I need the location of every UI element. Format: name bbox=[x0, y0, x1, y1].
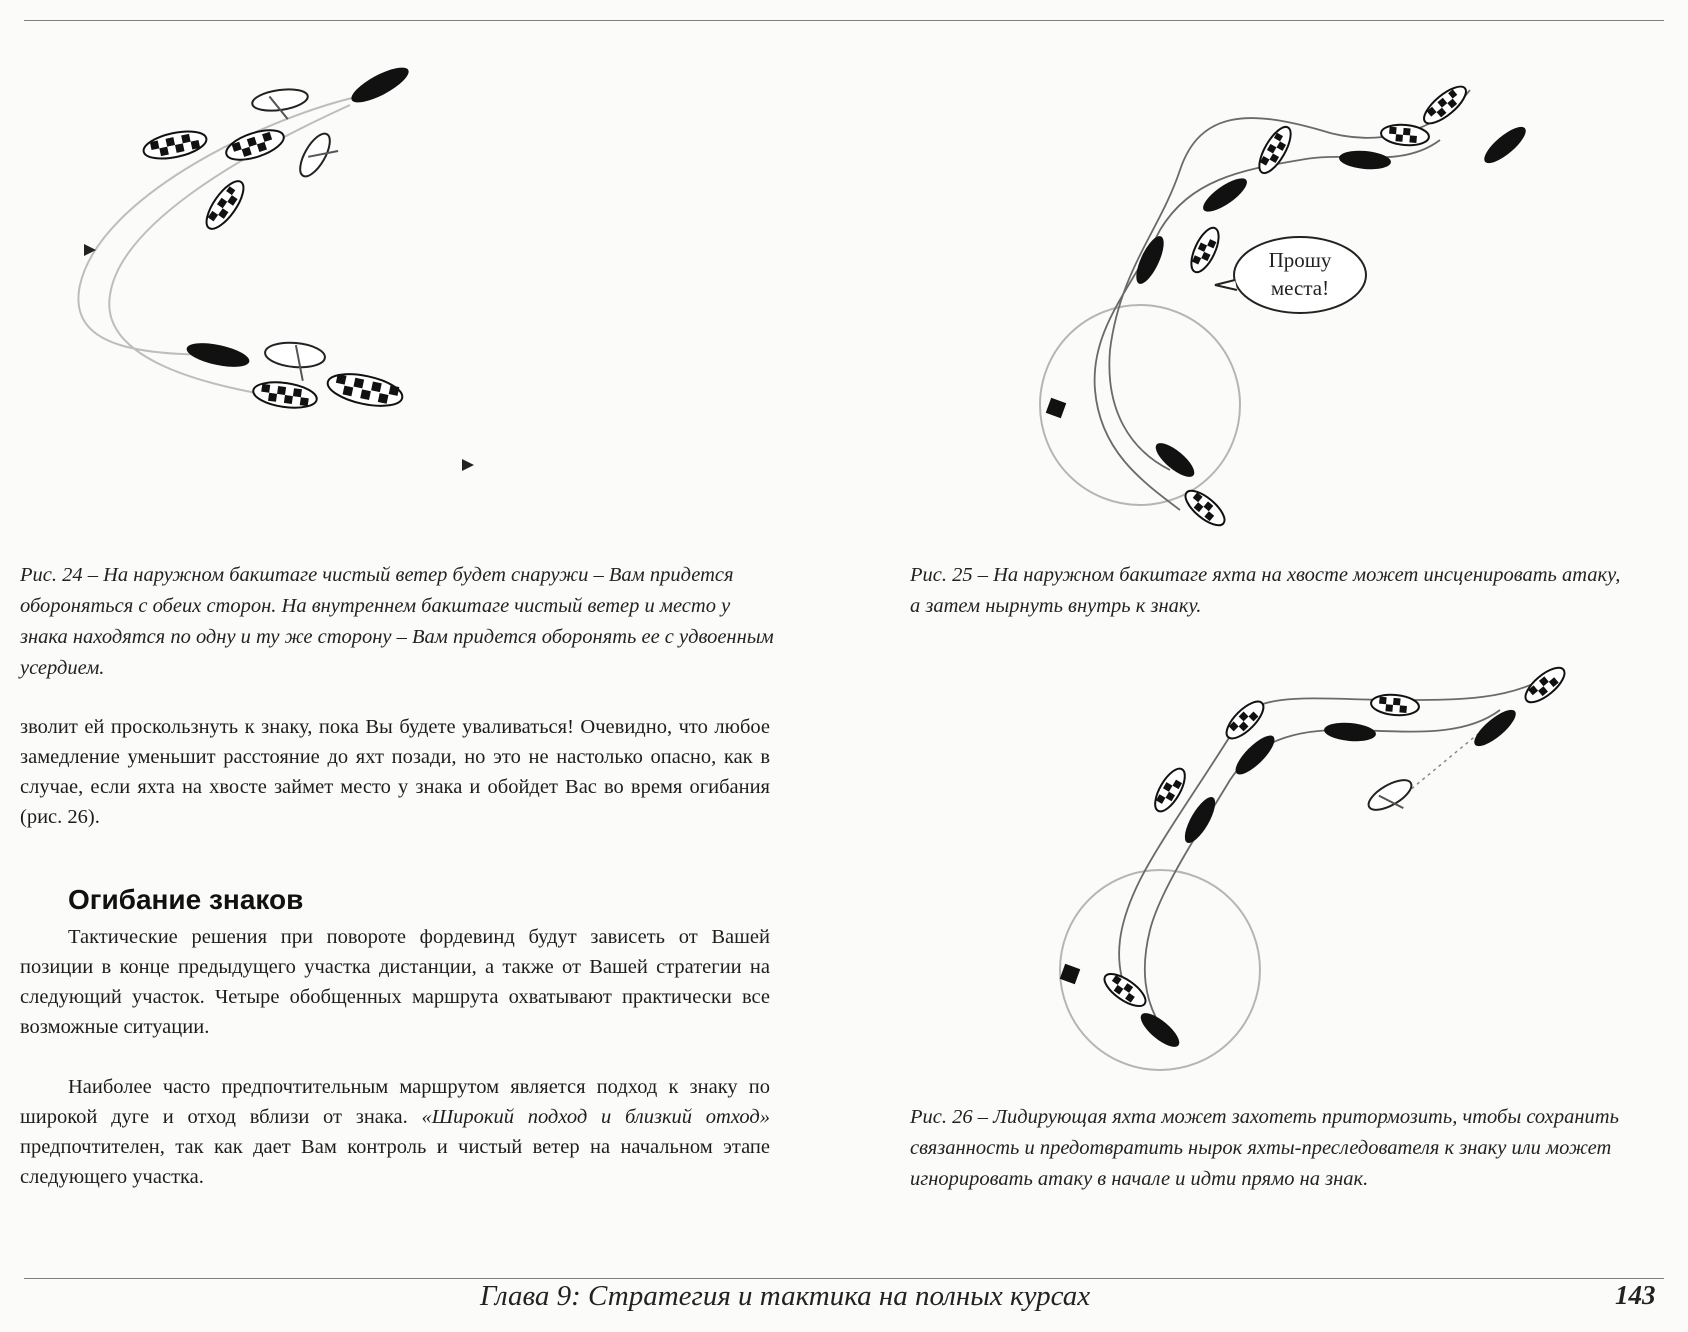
yacht-black bbox=[1469, 704, 1520, 751]
yacht-black bbox=[1136, 1008, 1184, 1053]
yacht-checkered bbox=[1100, 968, 1151, 1012]
mark-icon bbox=[1046, 398, 1067, 419]
yacht-checkered bbox=[1221, 696, 1269, 744]
figure-26-diagram bbox=[1040, 660, 1610, 1090]
yacht-checkered bbox=[1370, 693, 1420, 717]
paragraph-2-emphasis: «Широкий подход и близкий отход» bbox=[421, 1106, 771, 1128]
speech-bubble bbox=[1215, 237, 1366, 313]
yacht-checkered bbox=[1419, 81, 1472, 130]
figure-24-caption: Рис. 24 – На наружном бакштаге чистый ветер будет снаружи – Вам придется обороняться с обеих сторон. На внутреннем бакштаге чистый ветер и место у знака находятся по одну и ту же сторону – Вам придется оборонять ее с удвоенным усердием. bbox=[20, 564, 774, 679]
yacht-checkered bbox=[1520, 662, 1570, 708]
yacht-checkered bbox=[141, 127, 209, 164]
page-number: 143 bbox=[1615, 1280, 1656, 1310]
yacht-checkered bbox=[1253, 122, 1296, 177]
section-heading: Огибание знаков bbox=[68, 884, 304, 915]
yacht-checkered bbox=[252, 379, 319, 412]
paragraph-2-start: Наиболее часто предпочтительным маршрутом является подход к знаку по широкой дуге и отход вблизи от знака. bbox=[20, 1076, 770, 1128]
yacht-outline bbox=[1364, 774, 1420, 822]
paragraph-2-end: предпочтителен, так как дает Вам контроль и чистый ветер на начальном этапе следующего участка. bbox=[20, 1136, 770, 1188]
yacht-black bbox=[347, 61, 413, 109]
yacht-black bbox=[1479, 121, 1530, 168]
yacht-black bbox=[1131, 233, 1169, 288]
mark-icon bbox=[1060, 964, 1081, 985]
yacht-outline bbox=[263, 340, 326, 382]
yacht-checkered bbox=[223, 124, 287, 165]
speech-bubble-line-1: Прошу bbox=[1268, 248, 1332, 272]
yacht-black bbox=[1338, 149, 1391, 171]
yacht-checkered bbox=[1186, 224, 1224, 276]
yacht-black bbox=[1323, 721, 1376, 743]
figure-24-diagram bbox=[40, 55, 510, 525]
chapter-title: Глава 9: Стратегия и тактика на полных курсах bbox=[480, 1280, 1091, 1312]
yacht-black bbox=[1179, 793, 1221, 847]
yacht-black bbox=[185, 339, 252, 372]
paragraph-2 bbox=[20, 1072, 770, 1192]
paragraph-1: Тактические решения при повороте фордевинд будут зависеть от Вашей позиции в конце предыдущего участка дистанции, а также от Вашей стратегии на следующий участок. Четыре обобщенных маршрута охватывают практически все возможные ситуации. bbox=[20, 926, 770, 1038]
yacht-checkered bbox=[1180, 485, 1230, 531]
mark-icon bbox=[462, 459, 474, 471]
footer-rule bbox=[24, 1278, 1664, 1279]
yacht-black bbox=[1199, 173, 1252, 218]
figure-25-diagram bbox=[1020, 70, 1590, 540]
yacht-checkered bbox=[325, 368, 405, 411]
figure-26-caption: Рис. 26 – Лидирующая яхта может захотеть притормозить, чтобы сохранить связанность и предотвратить нырок яхты-преследователя к знаку или может игнорировать атаку в начале и идти прямо на знак. bbox=[910, 1106, 1619, 1190]
mark-icon bbox=[84, 244, 96, 256]
speech-bubble-line-2: места! bbox=[1270, 276, 1330, 300]
yacht-outline bbox=[251, 86, 311, 124]
mark-zone-circle bbox=[1040, 305, 1240, 505]
continued-paragraph: зволит ей проскользнуть к знаку, пока Вы будете уваливаться! Очевидно, что любое замедление уменьшит расстояние до яхт позади, но это не настолько опасно, как в случае, если яхта на хвосте займет место у знака и обойдет Вас во время огибания (рис. 26). bbox=[20, 716, 770, 828]
figure-25-caption: Рис. 25 – На наружном бакштаге яхта на хвосте может инсценировать атаку, а затем нырнуть внутрь к знаку. bbox=[910, 564, 1621, 617]
top-rule bbox=[24, 20, 1664, 21]
yacht-outline bbox=[294, 129, 342, 185]
yacht-checkered bbox=[200, 176, 250, 234]
yacht-black bbox=[1151, 438, 1199, 483]
